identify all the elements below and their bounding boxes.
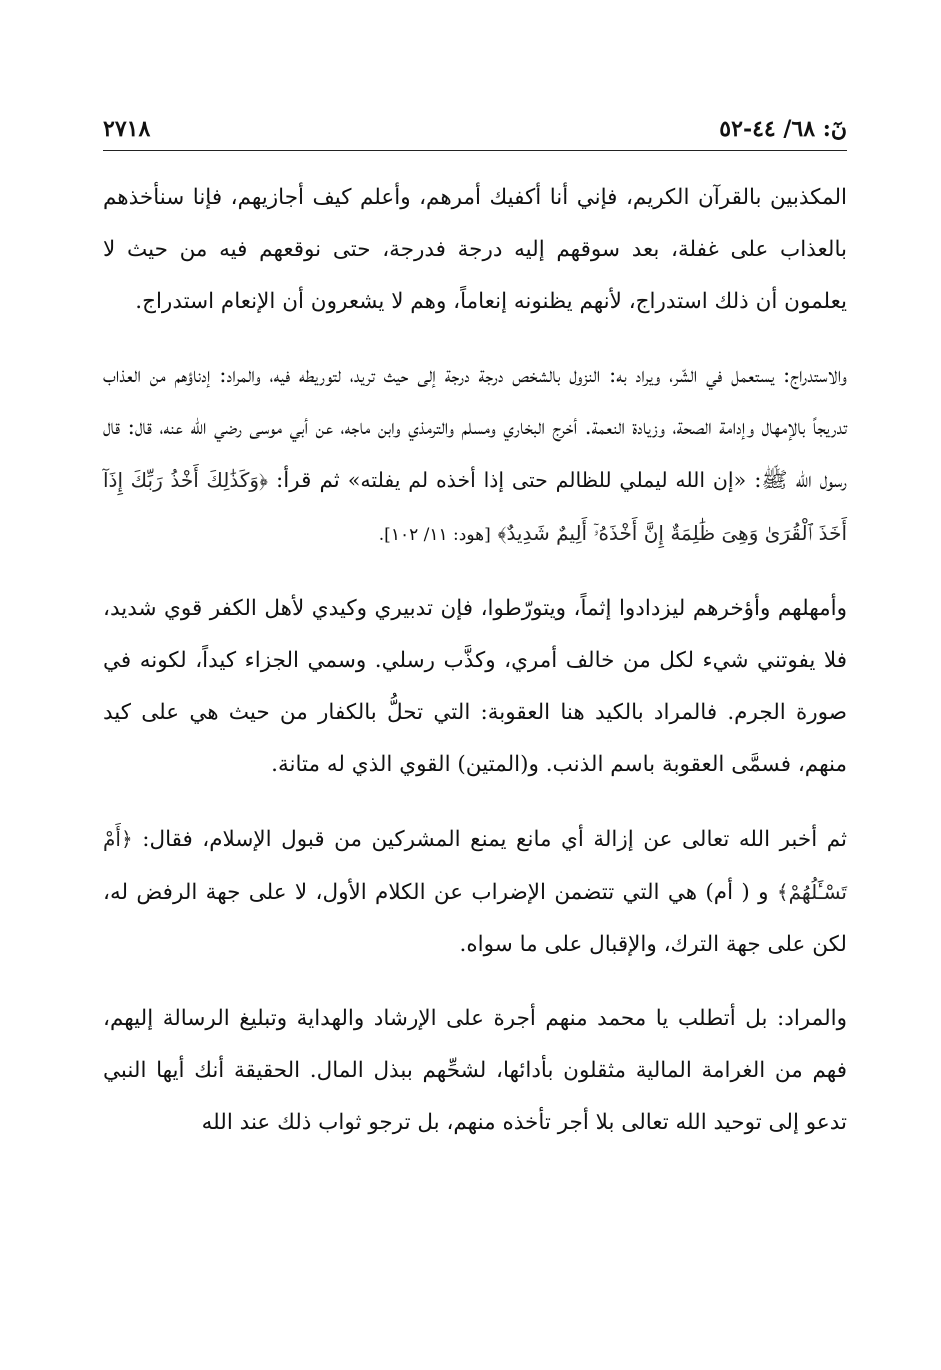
verse-reference: [هود: ١١/ ١٠٢].	[378, 525, 491, 545]
paragraph-4	[103, 813, 847, 971]
paragraph-1: المكذبين بالقرآن الكريم، فإني أنا أكفيك أمرهم، وأعلم كيف أجازيهم، فإنا سنأخذهم بالعذاب على غفلة، بعد سوقهم إليه درجة فدرجة، حتى نوقعهم فيه من حيث لا يعلمون أن ذلك استدراج، لأنهم يظنونه إنعاماً، وهم لا يشعرون أن الإنعام استدراج.	[103, 185, 847, 314]
paragraph-4-text-b: و ( أم) هي التي تتضمن الإضراب عن الكلام الأول، لا على جهة الرفض له، لكن على جهة الترك، والإقبال على ما سواه.	[103, 880, 847, 957]
page-header	[103, 112, 847, 151]
page-body	[103, 172, 847, 1171]
quran-verse: ﴿وَكَذَٰلِكَ أَخْذُ رَبِّكَ إِذَآ أَخَذَ ٱلْقُرَىٰ وَهِىَ ظَٰلِمَةٌ إِنَّ أَخْذَهُۥٓ أَلِيمٌ شَدِيدٌ﴾	[103, 468, 847, 545]
paragraph-2-text: والاستدراج: يستعمل في الشّر، ويراد به: النزول بالشخص درجة درجة إلى حيث تريد، لتوريطه فيه، والمراد: إدناؤهم من العذاب تدريجاً بالإمهال وإدامة الصحة، وزيادة النعمة. أخرج البخاري ومسلم والترمذي وابن ماجه، عن أبي موسى رضي الله عنه، قال: قال رسول الله ﷺ:	[103, 363, 847, 493]
paragraph-2	[103, 350, 847, 561]
quran-verse-2: ﴿أَمْ تَسْـَٔلُهُمْ﴾	[103, 827, 847, 904]
paragraph-4-text: ثم أخبر الله تعالى عن إزالة أي مانع يمنع المشركين من قبول الإسلام، فقال:	[142, 827, 847, 852]
paragraph-2-text-b: ثم قرأ:	[276, 468, 340, 493]
surah-reference: نٓ: ٦٨/ ٤٤-٥٢	[719, 116, 847, 142]
paragraph-3: وأمهلهم وأؤخرهم ليزدادوا إثماً، ويتورّطوا، فإن تدبيري وكيدي لأهل الكفر قوي شديد، فلا يفوتني شيء لكل من خالف أمري، وكذَّب رسلي. وسمي الجزاء كيداً، لكونه في صورة الجرم. فالمراد بالكيد هنا العقوبة: التي تحلُّ بالكفار من حيث هي على كيد منهم، فسمَّى العقوبة باسم الذنب. و(المتين) القوي الذي له متانة.	[103, 596, 847, 777]
paragraph-5: والمراد: بل أتطلب يا محمد منهم أجرة على الإرشاد والهداية وتبليغ الرسالة إليهم، فهم من الغرامة المالية مثقلون بأدائها، لشحِّهم ببذل المال. الحقيقة أنك أيها النبي تدعو إلى توحيد الله تعالى بلا أجر تأخذه منهم، بل ترجو ثواب ذلك عند الله	[103, 1006, 847, 1135]
hadith-quote: «إن الله ليملي للظالم حتى إذا أخذه لم يفلته»	[347, 468, 747, 492]
page-number: ٢٧١٨	[103, 116, 151, 142]
